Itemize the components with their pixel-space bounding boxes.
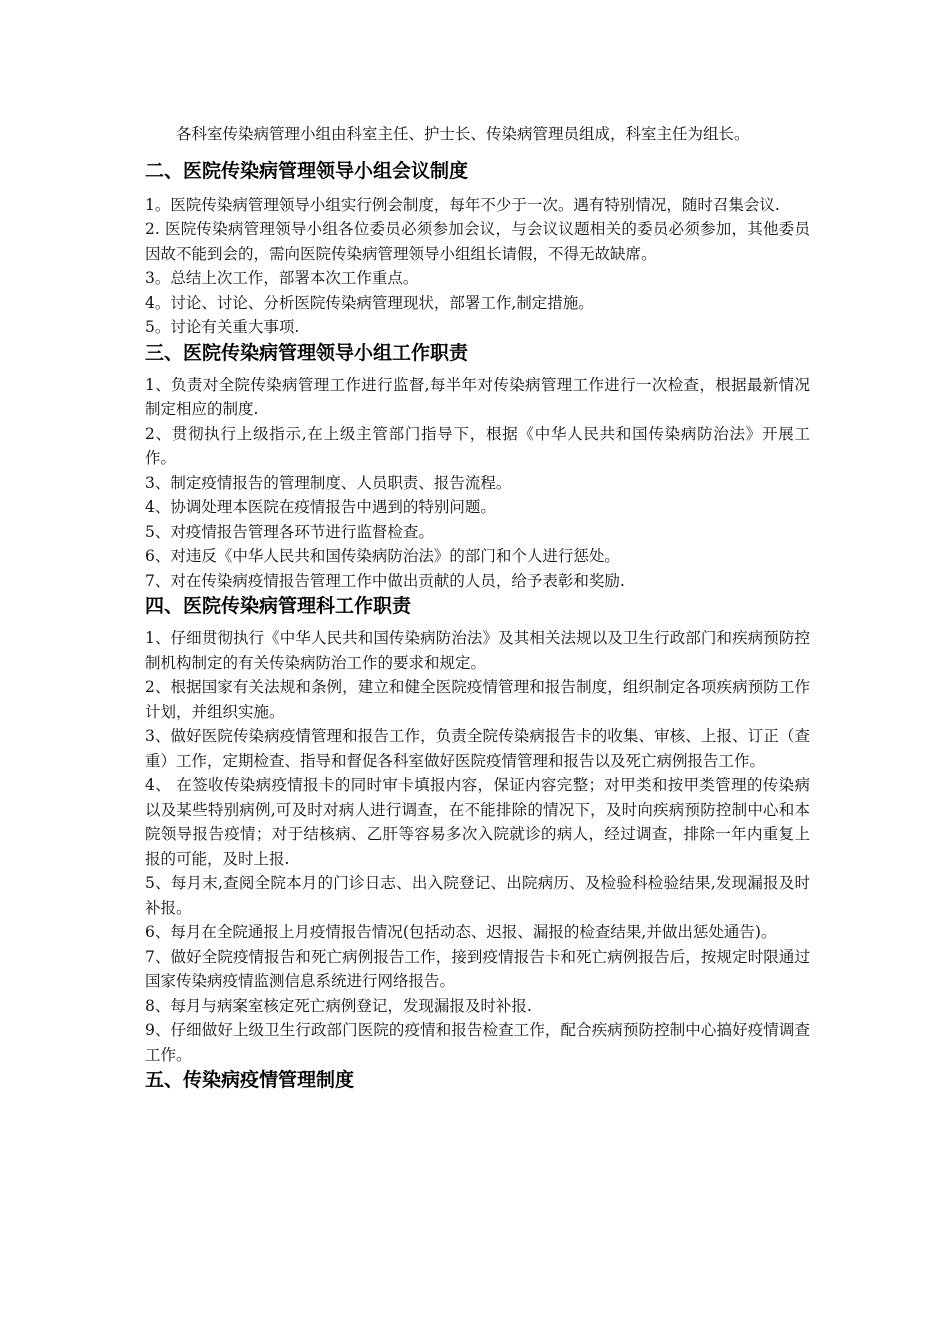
section-meeting-system — [145, 158, 810, 340]
section-heading: 二、医院传染病管理领导小组会议制度 — [145, 159, 469, 182]
list-item: 6、对违反《中华人民共和国传染病防治法》的部门和个人进行惩处。 — [145, 547, 620, 565]
section-heading: 四、医院传染病管理科工作职责 — [145, 595, 412, 617]
list-item: 4、协调处理本医院在疫情报告中遇到的特别问题。 — [145, 498, 496, 516]
list-item: 3、做好医院传染病疫情管理和报告工作，负责全院传染病报告卡的收集、审核、上报、订正（查重）工作，定期检查、指导和督促各科室做好医院疫情管理和报告以及死亡病例报告工作。 — [145, 727, 810, 770]
section-leadership-duties — [145, 340, 810, 594]
list-item: 7、做好全院疫情报告和死亡病例报告工作，接到疫情报告卡和死亡病例报告后，按规定时限通过国家传染病疫情监测信息系统进行网络报告。 — [145, 947, 810, 990]
list-item: 2、贯彻执行上级指示,在上级主管部门指导下，根据《中华人民共和国传染病防治法》开展工作。 — [145, 424, 810, 467]
list-item: 5、每月末,查阅全院本月的门诊日志、出入院登记、出院病历、及检验科检验结果,发现漏报及时补报。 — [145, 874, 810, 917]
section-heading: 三、医院传染病管理领导小组工作职责 — [145, 341, 469, 364]
document-page — [145, 122, 810, 1100]
list-item: 4、 在签收传染病疫情报卡的同时审卡填报内容，保证内容完整；对甲类和按甲类管理的传染病以及某些特别病例,可及时对病人进行调查，在不能排除的情况下，及时向疾病预防控制中心和本院领导报告疫情；对于结核病、乙肝等容易多次入院就诊的病人，经过调查，排除一年内重复上报的可能，及时上报. — [145, 776, 810, 868]
list-item: 5。讨论有关重大事项. — [145, 318, 300, 336]
list-item: 7、对在传染病疫情报告管理工作中做出贡献的人员，给予表彰和奖励. — [145, 571, 625, 590]
list-item: 3。总结上次工作，部署本次工作重点。 — [145, 269, 419, 287]
intro-paragraph: 各科室传染病管理小组由科室主任、护士长、传染病管理员组成，科室主任为组长。 — [176, 125, 750, 143]
list-item: 1。医院传染病管理领导小组实行例会制度，每年不少于一次。遇有特别情况，随时召集会议. — [145, 195, 780, 214]
list-item: 2. 医院传染病管理领导小组各位委员必须参加会议，与会议议题相关的委员必须参加，其他委员因故不能到会的，需向医院传染病管理领导小组组长请假，不得无故缺席。 — [145, 220, 810, 263]
list-item: 4。讨论、讨论、分析医院传染病管理现状，部署工作,制定措施。 — [145, 293, 594, 312]
list-item: 5、对疫情报告管理各环节进行监督检查。 — [145, 522, 434, 541]
list-item: 9、仔细做好上级卫生行政部门医院的疫情和报告检查工作，配合疾病预防控制中心搞好疫情调查工作。 — [145, 1021, 810, 1064]
list-item: 8、每月与病案室核定死亡病例登记，发现漏报及时补报. — [145, 996, 532, 1015]
section-department-duties — [145, 593, 810, 1067]
section-heading: 五、传染病疫情管理制度 — [145, 1069, 355, 1091]
list-item: 3、制定疫情报告的管理制度、人员职责、报告流程。 — [145, 473, 512, 492]
list-item: 1、负责对全院传染病管理工作进行监督,每半年对传染病管理工作进行一次检查，根据最新情况制定相应的制度. — [145, 375, 810, 418]
list-item: 2、根据国家有关法规和条例，建立和健全医院疫情管理和报告制度，组织制定各项疾病预防工作计划，并组织实施。 — [145, 678, 810, 721]
list-item: 1、仔细贯彻执行《中华人民共和国传染病防治法》及其相关法规以及卫生行政部门和疾病预防控制机构制定的有关传染病防治工作的要求和规定。 — [145, 629, 810, 672]
section-epidemic-management — [145, 1067, 810, 1094]
list-item: 6、每月在全院通报上月疫情报告情况(包括动态、迟报、漏报的检查结果,并做出惩处通告)。 — [145, 923, 777, 941]
